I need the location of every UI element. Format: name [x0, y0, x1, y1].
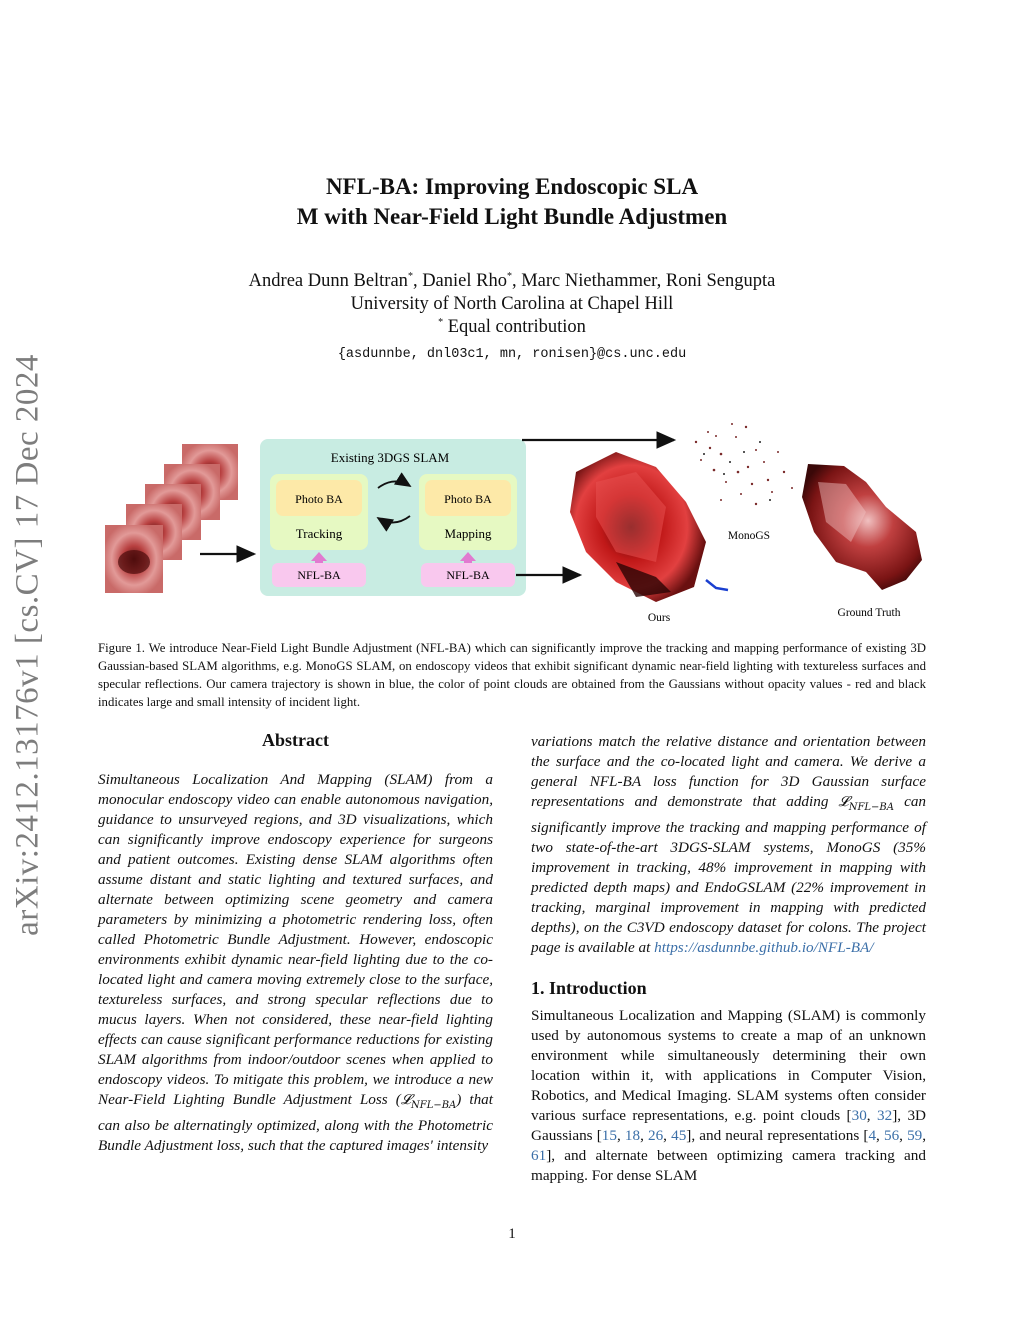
ours-label: Ours [647, 612, 671, 624]
ours-reconstruction [570, 452, 728, 602]
arxiv-stamp-text: arXiv:2412.13176v1 [cs.CV] 17 Dec 2024 [9, 354, 46, 936]
cite-59[interactable]: 59 [907, 1127, 923, 1145]
author-2-mark: * [506, 270, 512, 282]
ground-truth-label: Ground Truth [837, 607, 901, 619]
abstract-text [98, 770, 493, 1156]
figure-1 [96, 412, 932, 632]
abstract-p2: variations match the relative distance and orientation between the surface and the co-located light and camera. We derive a general NFL-BA loss function for 3D Gaussian surface representations and demonstrate that adding [531, 733, 926, 810]
intro-t4: ], and alternate between optimizing camera tracking and mapping. For dense SLAM [531, 1147, 926, 1185]
abstract-p1: Simultaneous Localization And Mapping (SLAM) from a monocular endoscopy video can enable autonomous navigation, guidance to unsurveyed regions, and 3D visualizations, which can significantly improve endoscopy experience for surgeons and patient outcomes. Existing dense SLAM algorithms often assume distant and static lighting and textured surfaces, and alternate between optimizing scene geometry and camera parameters by minimizing a photometric rendering loss, often called Photometric Bundle Adjustment. However, endoscopic environments exhibit dynamic near-field lighting due to the co-located light and camera moving extremely close to the surface, textureless surfaces, and strong specular reflections due to mucus layers. When not considered, these near-field lighting effects can cause significant performance reductions for existing SLAM algorithms from indoor/outdoor scenes when applied to endoscopy videos. To mitigate this problem, we introduce a new Near-Field Lighting Bundle Adjustment Loss ( [98, 771, 493, 1108]
project-page-link[interactable]: https://asdunnbe.github.io/NFL-BA/ [654, 939, 874, 957]
cite-45[interactable]: 45 [671, 1127, 687, 1145]
ground-truth-reconstruction [802, 464, 922, 590]
sep: , [922, 1127, 927, 1145]
abstract-heading: Abstract [262, 730, 329, 750]
abstract-p2-end: can significantly improve the tracking and mapping performance of two state-of-the-art 3DGS-SLAM systems, MonoGS (35% improvement in tracking, 48% improvement in mapping with predicted depth maps) and EndoGSLAM (22% improvement in tracking, marginal improvement in mapping with predicted depths), on the C3VD endoscopy dataset for colons. The project page is available at [531, 793, 927, 957]
sep: , [866, 1107, 877, 1125]
cite-30[interactable]: 30 [851, 1107, 867, 1125]
intro-t2: ], 3D Gaussians [ [531, 1107, 927, 1145]
affiliation: University of North Carolina at Chapel Hill [350, 294, 674, 314]
slam-box-title: Existing 3DGS SLAM [330, 450, 450, 465]
cite-56[interactable]: 56 [883, 1127, 900, 1145]
author-others: Marc Niethammer, Roni Sengupta [521, 271, 776, 291]
sep: , [899, 1127, 908, 1145]
sep: , [663, 1127, 672, 1145]
tracking-label: Tracking [295, 526, 343, 541]
abstract-p1-end: ) that can also be alternatingly optimized, along with the Photometric Bundle Adjustment loss, such that the captured images' intensity [98, 1091, 493, 1155]
abstract-continued [531, 732, 926, 958]
intro-heading: 1. Introduction [531, 978, 647, 999]
nfl-ba-label-2: NFL-BA [446, 568, 490, 582]
camera-trajectory [706, 580, 728, 590]
figure-1-caption: Figure 1. We introduce Near-Field Light Bundle Adjustment (NFL-BA) which can significantly improve the tracking and mapping performance of existing 3D Gaussian-based SLAM algorithms, e.g. MonoGS SLAM, on endoscopy videos that exhibit significant dynamic near-field lighting with textureless surfaces and specular reflections. Our camera trajectory is shown in blue, the color of point clouds are obtained from the Gaussians without opacity values - red and black indicates large and small intensity of incident light. [98, 641, 926, 709]
author-names: Andrea Dunn Beltran*, Daniel Rho*, Marc Niethammer, Roni Sengupta [248, 270, 776, 291]
author-2: Daniel Rho [422, 271, 507, 291]
loss-symbol-2: 𝓛 [838, 794, 849, 810]
intro-t3: ], and neural representations [ [686, 1127, 869, 1145]
equal-mark: * [438, 316, 444, 328]
endoscopy-frames [105, 444, 238, 593]
author-block [150, 270, 874, 366]
intro-t1: Simultaneous Localization and Mapping (SLAM) is commonly used by autonomous systems to create a map of an unknown environment while simultaneously determining their own location within it, with applications in Computer Vision, Robotics, and Medical Imaging. SLAM systems often consider various surface representations, e.g. point clouds [ [531, 1007, 926, 1125]
photo-ba-label-2: Photo BA [444, 492, 492, 506]
cite-4[interactable]: 4 [868, 1127, 877, 1145]
cite-32[interactable]: 32 [877, 1107, 893, 1125]
page-number: 1 [508, 1226, 516, 1242]
loss-subscript-2: NFL−BA [848, 802, 894, 814]
title-line-1: NFL-BA: Improving Endoscopic SLA [325, 174, 699, 199]
sep: , [616, 1127, 625, 1145]
sep: , [640, 1127, 648, 1145]
loss-subscript: NFL−BA [411, 1100, 457, 1112]
arxiv-stamp [0, 352, 80, 938]
paper-title [150, 172, 874, 232]
sep: , [876, 1127, 884, 1145]
author-1: Andrea Dunn Beltran [248, 271, 408, 291]
intro-text [531, 1006, 926, 1186]
monogs-reconstruction [695, 423, 793, 505]
loss-symbol: 𝓛 [400, 1092, 411, 1108]
title-line-2: M with Near-Field Light Bundle Adjustmen [296, 204, 728, 229]
nfl-ba-label-1: NFL-BA [297, 568, 341, 582]
equal-text: Equal contribution [447, 317, 586, 337]
cite-26[interactable]: 26 [647, 1127, 664, 1145]
right-column [531, 732, 926, 1186]
photo-ba-label-1: Photo BA [295, 492, 343, 506]
cite-15[interactable]: 15 [601, 1127, 617, 1145]
author-emails: {asdunnbe, dnl03c1, mn, ronisen}@cs.unc.edu [337, 347, 687, 362]
cite-61[interactable]: 61 [531, 1147, 547, 1165]
cite-18[interactable]: 18 [624, 1127, 641, 1145]
author-1-mark: * [407, 270, 413, 282]
abstract-column [98, 728, 493, 1156]
monogs-label: MonoGS [727, 530, 771, 542]
mapping-label: Mapping [444, 526, 492, 541]
equal-contribution-note [150, 316, 874, 339]
